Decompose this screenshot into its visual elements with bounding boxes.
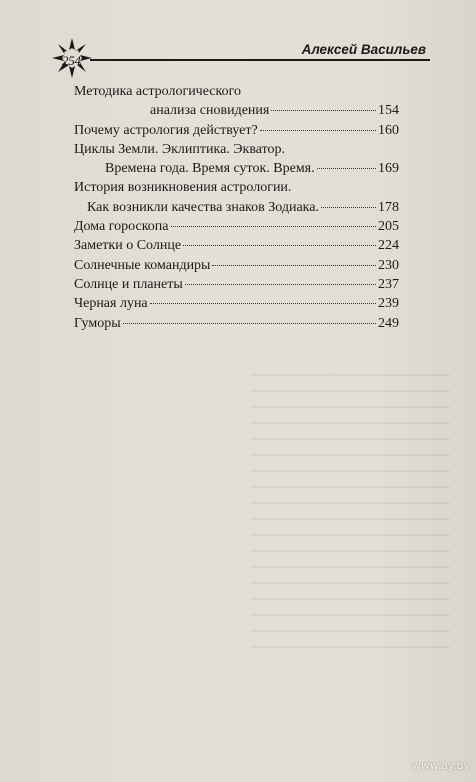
toc-entry [74,236,399,255]
toc-page-number: 154 [378,103,399,119]
toc-entry [74,275,399,294]
toc-entry-title: Черная луна [74,296,148,312]
dot-leader [183,245,376,246]
toc-entry-title: История возникновения астрологии. [74,180,292,196]
watermark: www.ay.by [411,759,470,772]
dot-leader [260,130,376,131]
toc-entry [74,294,399,313]
toc-entry-title: Методика астрологического [74,84,241,99]
toc-entry [74,140,399,179]
toc-page-number: 239 [378,296,399,312]
toc-entry [74,178,399,217]
header-rule [90,59,430,61]
toc-page-number: 224 [378,238,399,254]
table-of-contents [74,82,399,333]
toc-entry-title: Гуморы [74,315,121,331]
toc-entry-title: Дома гороскопа [74,219,169,235]
toc-entry-title: Почему астрология действует? [74,122,258,138]
toc-page-number: 178 [378,199,399,215]
page-number: 254 [62,53,81,68]
toc-entry [74,314,399,333]
dot-leader [171,226,376,227]
show-through-texture [250,360,450,660]
author-name: Алексей Васильев [301,42,426,57]
toc-entry-title: Заметки о Солнце [74,238,182,254]
toc-entry-title: Времена года. Время суток. Время. [105,161,315,177]
toc-page-number: 237 [378,276,399,292]
toc-page-number: 205 [378,219,399,235]
dot-leader [321,207,376,208]
toc-entry [74,121,399,140]
toc-page-number: 230 [378,257,399,273]
toc-entry-title: Циклы Земли. Эклиптика. Экватор. [74,141,286,157]
running-header [60,38,430,68]
toc-page-number: 169 [378,161,399,177]
dot-leader [271,110,376,111]
toc-entry-title: Солнце и планеты [74,276,183,292]
toc-entry-title: Солнечные командиры [74,257,211,273]
toc-entry-title: Как возникли качества знаков Зодиака. [87,199,319,215]
toc-entry [74,82,399,121]
toc-page-number: 160 [378,122,399,138]
dot-leader [317,168,376,169]
dot-leader [150,303,376,304]
dot-leader [185,284,376,285]
dot-leader [123,323,376,324]
toc-entry-title: анализа сновидения [150,103,270,119]
toc-entry [74,256,399,275]
dot-leader [212,265,376,266]
toc-page-number: 249 [378,315,399,331]
toc-entry [74,217,399,236]
